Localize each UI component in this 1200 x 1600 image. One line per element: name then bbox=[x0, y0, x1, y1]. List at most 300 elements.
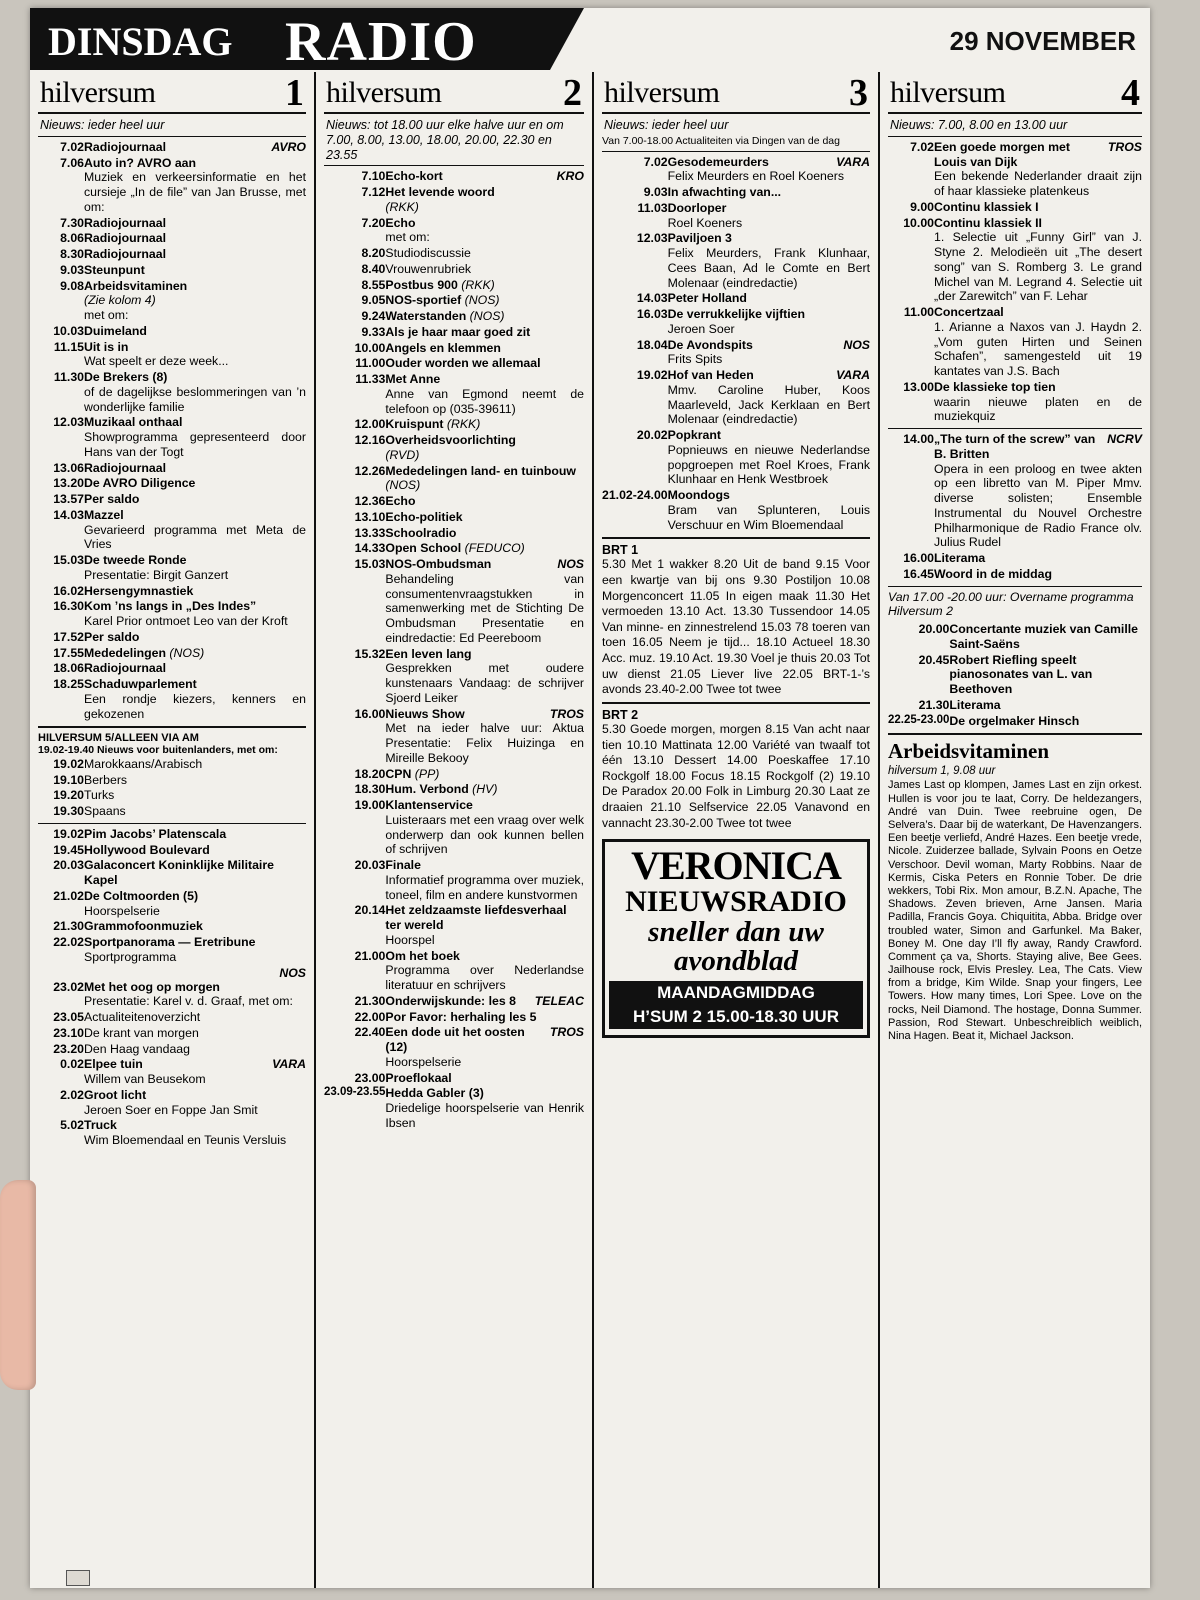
item-network: (NOS) bbox=[464, 293, 500, 308]
table-row bbox=[324, 1010, 584, 1026]
table-row bbox=[38, 263, 306, 279]
item-desc: Anne van Egmond neemt de telefoon op (035-39611) bbox=[385, 386, 584, 416]
table-row bbox=[324, 262, 584, 278]
item-subnote: (RVD) bbox=[385, 447, 420, 462]
item-time: 21.02 bbox=[53, 888, 84, 903]
item-time: 19.02 bbox=[53, 756, 84, 771]
table-row bbox=[324, 169, 584, 185]
item-title: De Avondspits bbox=[667, 337, 753, 352]
item-time: 20.45 bbox=[918, 652, 950, 667]
table-row bbox=[38, 677, 306, 722]
channel-number: 2 bbox=[563, 72, 582, 114]
item-time: 22.25-23.00 bbox=[888, 713, 950, 726]
newspaper-page bbox=[30, 8, 1150, 1588]
table-row bbox=[38, 980, 306, 1011]
item-time: 9.00 bbox=[910, 199, 934, 214]
item-desc: Popnieuws en nieuwe Nederlandse popgroepen met Roel Kroes, Frank Klunhaar en Henk Westbroek bbox=[667, 442, 870, 487]
item-title: Muzikaal onthaal bbox=[84, 415, 183, 430]
item-time: 12.36 bbox=[354, 494, 386, 509]
item-title: Per saldo bbox=[84, 629, 140, 644]
item-title: Klantenservice bbox=[385, 798, 473, 813]
table-row bbox=[38, 1057, 306, 1088]
table-row bbox=[38, 804, 306, 820]
item-desc: Luisteraars met een vraag over welk onderwerp dan ook kunnen bellen of schrijven bbox=[385, 812, 584, 857]
item-title: Met Anne bbox=[385, 372, 441, 387]
item-time: 16.03 bbox=[636, 307, 668, 322]
item-time: 13.06 bbox=[53, 460, 84, 475]
item-title: De AVRO Diligence bbox=[84, 476, 196, 491]
item-title: Mededelingen land- en tuinbouw bbox=[385, 463, 576, 478]
item-time: 19.20 bbox=[53, 788, 84, 803]
item-title: De tweede Ronde bbox=[84, 553, 187, 568]
item-desc: Roel Koeners bbox=[667, 215, 743, 230]
table-row bbox=[38, 773, 306, 789]
channel-column-hilversum-4 bbox=[878, 72, 1150, 1588]
item-time: 16.00 bbox=[903, 551, 934, 566]
columns-container bbox=[30, 72, 1150, 1588]
item-time: 21.30 bbox=[53, 919, 84, 934]
channel-header bbox=[38, 72, 306, 114]
table-row bbox=[602, 155, 870, 186]
table-row bbox=[324, 903, 584, 948]
table-row bbox=[324, 557, 584, 647]
item-desc: Presentatie: Karel v. d. Graaf, met om: bbox=[84, 994, 293, 1009]
item-time: 21.30 bbox=[354, 993, 386, 1008]
item-title: Schoolradio bbox=[385, 525, 457, 540]
item-title: Nieuws Show bbox=[385, 706, 465, 721]
table-row bbox=[38, 231, 306, 247]
item-time: 20.14 bbox=[354, 903, 386, 918]
table-row bbox=[324, 541, 584, 557]
item-network: (RKK) bbox=[446, 417, 481, 432]
item-time: 13.57 bbox=[53, 492, 84, 507]
masthead bbox=[30, 8, 1150, 73]
table-row bbox=[38, 508, 306, 553]
item-title: Overheidsvoorlichting bbox=[385, 433, 516, 448]
table-row bbox=[38, 1118, 306, 1149]
table-row bbox=[324, 417, 584, 433]
item-title: Pim Jacobs’ Platenscala bbox=[84, 826, 227, 841]
table-row bbox=[324, 216, 584, 247]
arbeidsvitaminen-playlist: James Last op klompen, James Last en zijn orkest. Hullen is voor jou te laat, Corry. De heldezangers, André van Duin. Twee reebruine ogen, De Selvera’s. Daar bij de waterkant, De Havenzangers. Een beetje verliefd, André Hazes. Een beetje vrede, Nicole. Zuiderzee ballade, Sylvain Poons en Oetze Verschoor. Devil woman, Marty Robbins. Naar de Kermis, Ciska Peters en Ronnie Tober. De drie wekkers, Tobi Rix. Mon amour, B.Z.N. Apache, The Shadows. Zeven brieven, Arne Jansen. Maria Padilla, Francis Goya. Chiquitita, Abba. Bridge over troubled water, Simon and Garfunkel. Ma Baker, Boney M. One day I’ll fly away, Randy Crawford. Comment ça va, Shorts. Staying alive, Bee Gees. Jailhouse rock, Elvis Presley. Lea, The Cats. View from a bridge, Kim Wilde. Snap your fingers, Lee Towers. How many times, Lori Spee. Love on the rocks, Neil Diamond. The hostage, Donna Summer. Passion, Rod Stewart. Unbeschreiblich weiblich, Nina Hagen. Beat it, Michael Jackson. bbox=[888, 779, 1142, 1042]
table-row bbox=[38, 140, 306, 156]
item-time: 10.00 bbox=[354, 340, 386, 355]
item-title: Echo bbox=[385, 494, 416, 509]
item-time: 20.02 bbox=[636, 428, 668, 443]
masthead-title: RADIO bbox=[285, 11, 477, 73]
item-time: 11.03 bbox=[637, 200, 668, 215]
item-desc: 1. Arianne a Naxos van J. Haydn 2. „Vom guten Hirten und Seinen Schafen”, samengesteld uit 19 kantates van J.S. Bach bbox=[934, 319, 1142, 379]
table-row bbox=[38, 247, 306, 263]
item-title: Groot licht bbox=[84, 1087, 147, 1102]
item-title: Hedda Gabler (3) bbox=[385, 1086, 484, 1101]
item-title: De krant van morgen bbox=[84, 1025, 199, 1040]
item-desc: Informatief programma over muziek, toneel, film en andere kunstvormen bbox=[385, 872, 584, 902]
item-time: 18.20 bbox=[354, 766, 386, 781]
item-time: 13.33 bbox=[354, 525, 386, 540]
item-time: 21.02-24.00 bbox=[602, 488, 668, 503]
table-row bbox=[602, 338, 870, 369]
schedule-table bbox=[38, 140, 306, 723]
item-desc: Felix Meurders en Roel Koeners bbox=[667, 169, 844, 184]
item-title: Concertante muziek van Camille Saint-Saëns bbox=[949, 622, 1139, 651]
brt2-label: BRT 2 bbox=[602, 707, 639, 722]
table-row bbox=[602, 488, 870, 533]
item-title: De klassieke top tien bbox=[934, 379, 1056, 394]
table-row bbox=[888, 432, 1142, 551]
item-network: (FEDUCO) bbox=[464, 541, 525, 556]
item-title: Woord in de middag bbox=[934, 566, 1052, 581]
item-desc: 1. Selectie uit „Funny Girl” van J. Styne 2. Melodieën uit „The desert song” van S. Romberg 3. Le grand Michel van M. Legrand 4. Selectie uit „der Zarewitch” van F. Lehar bbox=[934, 230, 1142, 304]
item-title: Studiodiscussie bbox=[385, 246, 471, 261]
table-row bbox=[324, 309, 584, 325]
item-title: Literama bbox=[949, 697, 1001, 712]
table-row bbox=[324, 433, 584, 464]
item-desc: Driedelige hoorspelserie van Henrik Ibsen bbox=[385, 1101, 584, 1130]
item-title: De Coltmoorden (5) bbox=[84, 888, 199, 903]
table-row bbox=[38, 584, 306, 600]
brt1-label: BRT 1 bbox=[602, 543, 639, 558]
divider bbox=[888, 586, 1142, 587]
item-title: Moondogs bbox=[667, 488, 730, 503]
item-title: Auto in? AVRO aan bbox=[84, 155, 197, 170]
item-desc: Wat speelt er deze week... bbox=[84, 354, 229, 369]
item-time: 10.00 bbox=[903, 215, 934, 230]
am-block-table bbox=[38, 757, 306, 820]
item-title: Uit is in bbox=[84, 339, 129, 354]
item-time: 21.00 bbox=[354, 948, 386, 963]
item-title: Het levende woord bbox=[385, 185, 495, 200]
item-title: Mededelingen bbox=[84, 645, 166, 660]
divider bbox=[602, 702, 870, 704]
item-title: Om het boek bbox=[385, 948, 460, 963]
item-title: Waterstanden bbox=[385, 309, 467, 324]
table-row bbox=[324, 1025, 584, 1070]
item-title: Steunpunt bbox=[84, 262, 145, 277]
item-title: Arbeidsvitaminen bbox=[84, 278, 188, 293]
item-time: 7.02 bbox=[910, 139, 934, 154]
item-time: 11.00 bbox=[903, 305, 934, 320]
item-title: De orgelmaker Hinsch bbox=[949, 713, 1080, 728]
item-network: VARA bbox=[836, 368, 870, 383]
am-block-line: 19.02-19.40 Nieuws voor buitenlanders, met om: bbox=[38, 744, 278, 757]
masthead-wedge bbox=[550, 8, 584, 70]
item-network: VARA bbox=[272, 1057, 306, 1072]
item-title: Proeflokaal bbox=[385, 1070, 452, 1085]
table-row bbox=[38, 370, 306, 415]
item-title: NOS-sportief bbox=[385, 293, 462, 308]
table-row bbox=[38, 216, 306, 232]
item-time: 13.20 bbox=[53, 476, 84, 491]
news-schedule-note: Nieuws: tot 18.00 uur elke halve uur en om 7.00, 8.00, 13.00, 18.00, 20.00, 22.30 en 23.55 bbox=[324, 117, 584, 166]
table-row bbox=[324, 526, 584, 542]
ad-tagline-2: avondblad bbox=[673, 945, 799, 978]
item-time: 16.02 bbox=[53, 583, 84, 598]
item-title: Mazzel bbox=[84, 507, 124, 522]
item-time: 8.30 bbox=[60, 247, 84, 262]
item-title: De Brekers (8) bbox=[84, 370, 168, 385]
item-time: 9.05 bbox=[361, 293, 386, 308]
item-desc: Gesprekken met oudere kunstenaars Vandaag: de schrijver Sjoerd Leiker bbox=[385, 661, 584, 705]
table-row bbox=[888, 305, 1142, 380]
item-time: 10.03 bbox=[53, 323, 84, 338]
item-time: 23.10 bbox=[53, 1025, 84, 1040]
item-time: 20.03 bbox=[53, 858, 84, 873]
table-row bbox=[38, 827, 306, 843]
item-time: 7.02 bbox=[60, 139, 84, 154]
item-title: De verrukkelijke vijftien bbox=[667, 307, 806, 322]
table-row bbox=[602, 307, 870, 338]
item-title: Continu klassiek I bbox=[934, 199, 1039, 214]
table-row bbox=[324, 494, 584, 510]
item-title: Een goede morgen met Louis van Dijk bbox=[934, 139, 1070, 169]
item-desc: Frits Spits bbox=[667, 352, 723, 367]
item-title: Paviljoen 3 bbox=[667, 231, 732, 246]
item-time: 23.20 bbox=[53, 1041, 84, 1056]
item-time: 14.00 bbox=[903, 432, 934, 447]
table-row bbox=[324, 356, 584, 372]
table-row bbox=[324, 767, 584, 783]
channel-name: hilversum bbox=[890, 76, 1006, 110]
item-subnote: (Zie kolom 4) bbox=[84, 293, 156, 308]
table-row bbox=[324, 994, 584, 1010]
item-title: Hof van Heden bbox=[667, 368, 754, 383]
item-desc: Presentatie: Birgit Ganzert bbox=[84, 567, 229, 582]
item-title: Radiojournaal bbox=[84, 215, 166, 230]
arbeidsvitaminen-subtitle: hilversum 1, 9.08 uur bbox=[888, 765, 996, 778]
item-time: 22.00 bbox=[354, 1009, 386, 1024]
item-title: Kom ’ns langs in „Des Indes” bbox=[84, 599, 257, 614]
item-time: 19.02 bbox=[636, 368, 668, 383]
table-row bbox=[602, 201, 870, 232]
item-desc: of de dagelijkse beslommeringen van ’n wonderlijke familie bbox=[84, 384, 306, 414]
item-desc: met om: bbox=[385, 230, 430, 245]
item-title: Truck bbox=[84, 1118, 117, 1133]
table-row bbox=[888, 567, 1142, 583]
table-row bbox=[324, 1071, 584, 1087]
item-desc: Hoorspelserie bbox=[84, 903, 160, 918]
item-time: 23.09-23.55 bbox=[324, 1086, 386, 1099]
schedule-table bbox=[888, 140, 1142, 425]
item-desc: met om: bbox=[84, 308, 129, 323]
item-time: 7.20 bbox=[361, 215, 386, 230]
item-network: TROS bbox=[549, 706, 584, 721]
item-time: 17.52 bbox=[53, 629, 84, 644]
schedule-table-evening bbox=[888, 622, 1142, 729]
item-title: In afwachting van... bbox=[667, 185, 782, 200]
table-row bbox=[38, 630, 306, 646]
item-time: 11.30 bbox=[53, 370, 84, 385]
table-row bbox=[602, 291, 870, 307]
item-time: 8.20 bbox=[361, 246, 386, 261]
item-time: 7.02 bbox=[643, 154, 668, 169]
item-desc: Een rondje kiezers, kenners en gekozenen bbox=[84, 691, 306, 721]
table-row bbox=[324, 949, 584, 994]
item-network: (RKK) bbox=[461, 277, 495, 292]
table-row bbox=[602, 185, 870, 201]
item-title: Per saldo bbox=[84, 492, 140, 507]
table-row bbox=[602, 231, 870, 291]
item-title: Echo-politiek bbox=[385, 509, 463, 524]
item-title: Ouder worden we allemaal bbox=[385, 356, 541, 371]
table-row bbox=[888, 653, 1142, 698]
table-row bbox=[38, 553, 306, 584]
item-time: 20.00 bbox=[918, 622, 950, 637]
item-title: Radiojournaal bbox=[84, 460, 166, 475]
ad-schedule-day: MAANDAGMIDDAG bbox=[609, 981, 863, 1005]
channel-number: 1 bbox=[285, 72, 304, 114]
divider bbox=[602, 537, 870, 539]
item-network: (NOS) bbox=[469, 309, 505, 324]
item-title: Radiojournaal bbox=[84, 247, 166, 262]
table-row bbox=[38, 1088, 306, 1119]
table-row bbox=[324, 278, 584, 294]
takeover-note: Van 17.00 -20.00 uur: Overname programma Hilversum 2 bbox=[888, 589, 1134, 619]
item-desc: Karel Prior ontmoet Leo van der Kroft bbox=[84, 614, 288, 629]
table-row bbox=[324, 782, 584, 798]
item-network: (PP) bbox=[414, 766, 440, 781]
item-time: 22.02 bbox=[53, 935, 84, 950]
item-time: 15.03 bbox=[53, 553, 84, 568]
item-desc: Showprogramma gepresenteerd door Hans van der Togt bbox=[84, 430, 306, 459]
masthead-day: DINSDAG bbox=[48, 19, 233, 64]
item-title: Gesodemeurders bbox=[667, 154, 769, 169]
channel-header bbox=[888, 72, 1142, 114]
item-time: 19.10 bbox=[53, 772, 84, 787]
table-row bbox=[38, 340, 306, 371]
item-desc: Felix Meurders, Frank Klunhaar, Cees Baan, Ad le Comte en Bert Molenaar (eindredactie) bbox=[667, 246, 870, 290]
item-network: TROS bbox=[549, 1025, 584, 1040]
item-time: 12.00 bbox=[354, 417, 386, 432]
table-row bbox=[888, 216, 1142, 306]
schedule-table-evening bbox=[38, 827, 306, 966]
item-desc: Mmv. Caroline Huber, Koos Maarleveld, Jack Kerklaan en Bert Molenaar (eindredactie) bbox=[667, 382, 870, 427]
item-title: Galaconcert Koninklijke Militaire Kapel bbox=[84, 858, 274, 888]
item-desc: Programma over Nederlandse literatuur en schrijvers bbox=[385, 963, 584, 993]
table-row bbox=[324, 372, 584, 417]
item-desc: Wim Bloemendaal en Teunis Versluis bbox=[84, 1133, 287, 1148]
item-time: 15.03 bbox=[354, 557, 386, 572]
item-title: Sportpanorama — Eretribune bbox=[84, 935, 256, 950]
table-row bbox=[324, 707, 584, 767]
item-desc: Hoorspel bbox=[385, 932, 435, 947]
table-row bbox=[38, 757, 306, 773]
item-title: Een leven lang bbox=[385, 646, 472, 661]
thumb-overlay bbox=[0, 1180, 36, 1390]
divider bbox=[38, 726, 306, 728]
item-title: Met het oog op morgen bbox=[84, 979, 220, 994]
channel-name: hilversum bbox=[604, 76, 720, 110]
item-time: 14.03 bbox=[53, 507, 84, 522]
item-time: 9.03 bbox=[643, 185, 668, 200]
item-network: (HV) bbox=[472, 782, 498, 797]
item-title: Literama bbox=[934, 551, 986, 566]
item-title: Actualiteitenoverzicht bbox=[84, 1010, 201, 1025]
table-row bbox=[324, 325, 584, 341]
item-desc: Een bekende Nederlander draait zijn of haar klassieke platenkeus bbox=[934, 169, 1142, 199]
item-time: 18.25 bbox=[53, 677, 84, 692]
channel-number: 4 bbox=[1121, 72, 1140, 114]
item-time: 7.30 bbox=[60, 215, 84, 230]
schedule-table-afternoon bbox=[888, 432, 1142, 583]
item-title: Robert Riefling speelt pianosonates van L. van Beethoven bbox=[949, 652, 1093, 697]
ad-tagline-1: sneller dan uw bbox=[648, 915, 824, 948]
item-time: 16.30 bbox=[53, 599, 84, 614]
item-network: VARA bbox=[836, 154, 870, 169]
veronica-advertisement[interactable] bbox=[602, 839, 870, 1038]
item-title: Een dode uit het oosten (12) bbox=[385, 1025, 525, 1055]
table-row bbox=[888, 140, 1142, 200]
item-desc: Jeroen Soer en Foppe Jan Smit bbox=[84, 1102, 258, 1117]
item-title: Grammofoonmuziek bbox=[84, 919, 203, 934]
brt1-schedule: 5.30 Met 1 wakker 8.20 Uit de band 9.15 Voor een kwartje van bij ons 9.30 Postiljon 10.08 Morgenconcert 11.05 In eigen maak 11.30 Het vermoeden 13.10 Act. 13.30 Tussendoor 14.05 Van minne- en zinnestrelend 15.03 78 toeren van toen 16.05 Neem je tijd... 18.10 Actueel 18.30 Acc. muz. 19.10 Act. 19.30 Voel je thuis 20.03 Tot uw dienst 21.05 Liever live 22.05 BRT-1-’s avonds 23.40-2.00 Twee tot twee bbox=[602, 557, 870, 697]
table-row bbox=[38, 919, 306, 935]
item-network: NOS bbox=[843, 337, 870, 352]
item-time: 17.55 bbox=[53, 645, 84, 660]
item-desc: Willem van Beusekom bbox=[84, 1072, 206, 1087]
item-time: 20.03 bbox=[354, 858, 386, 873]
item-time: 23.00 bbox=[354, 1070, 386, 1085]
table-row bbox=[324, 293, 584, 309]
item-title: Hollywood Boulevard bbox=[84, 842, 210, 857]
item-time: 23.05 bbox=[53, 1010, 84, 1025]
item-title: Berbers bbox=[84, 772, 128, 787]
item-title: Echo bbox=[385, 215, 416, 230]
table-row bbox=[324, 464, 584, 495]
item-time: 18.04 bbox=[636, 337, 668, 352]
ad-schedule-time: H’SUM 2 15.00-18.30 UUR bbox=[609, 1005, 863, 1029]
news-schedule-note: Nieuws: 7.00, 8.00 en 13.00 uur bbox=[888, 117, 1142, 137]
item-title: Duimeland bbox=[84, 323, 147, 338]
item-title: Het zeldzaamste liefdesverhaal ter wereld bbox=[385, 903, 567, 933]
table-row bbox=[38, 858, 306, 889]
item-time: 9.03 bbox=[60, 262, 84, 277]
masthead-date: 29 NOVEMBER bbox=[949, 26, 1136, 56]
item-network: TROS bbox=[1107, 139, 1142, 154]
table-row bbox=[888, 200, 1142, 216]
item-time: 8.40 bbox=[361, 261, 386, 276]
item-title: Popkrant bbox=[667, 428, 721, 443]
item-title: Schaduwparlement bbox=[84, 677, 197, 692]
table-row bbox=[38, 415, 306, 460]
table-row bbox=[38, 492, 306, 508]
item-time: 21.30 bbox=[918, 697, 950, 712]
item-title: Concertzaal bbox=[934, 305, 1004, 320]
item-time: 7.12 bbox=[361, 185, 386, 200]
item-desc: Bram van Splunteren, Louis Verschuur en Wim Bloemendaal bbox=[667, 502, 870, 532]
table-row bbox=[888, 714, 1142, 730]
schedule-table bbox=[324, 169, 584, 1131]
brt2-schedule: 5.30 Goede morgen, morgen 8.15 Van acht naar tien 10.10 Mattinata 12.00 Variété van twaalf tot één 13.10 Dessert 14.00 Poeskaffee 17.10 Rockgolf 18.00 Focus 18.15 Rockgolf (2) 19.10 De Paradox 20.00 Folk in Limburg 20.30 Laat ze draaien 21.10 Selfservice 22.05 Vanavond en vannacht 23.30-2.00 Twee tot twee bbox=[602, 721, 870, 830]
item-time: 18.06 bbox=[53, 661, 84, 676]
item-time: 13.00 bbox=[903, 379, 934, 394]
table-row bbox=[888, 380, 1142, 425]
table-row bbox=[38, 476, 306, 492]
item-network: KRO bbox=[556, 169, 584, 184]
table-row bbox=[324, 510, 584, 526]
item-time: 19.30 bbox=[53, 804, 84, 819]
table-row bbox=[324, 246, 584, 262]
item-time: 7.06 bbox=[60, 155, 84, 170]
item-time: 15.32 bbox=[354, 646, 386, 661]
channel-header bbox=[324, 72, 584, 114]
item-title: Onderwijskunde: bbox=[385, 993, 486, 1008]
item-network: AVRO bbox=[271, 139, 306, 154]
item-desc: waarin nieuwe platen en de muziekquiz bbox=[934, 394, 1142, 424]
item-title: Spaans bbox=[84, 804, 126, 819]
news-actualities-note: Van 7.00-18.00 Actualiteiten via Dingen van de dag bbox=[602, 136, 870, 152]
item-desc: Jeroen Soer bbox=[667, 321, 735, 336]
